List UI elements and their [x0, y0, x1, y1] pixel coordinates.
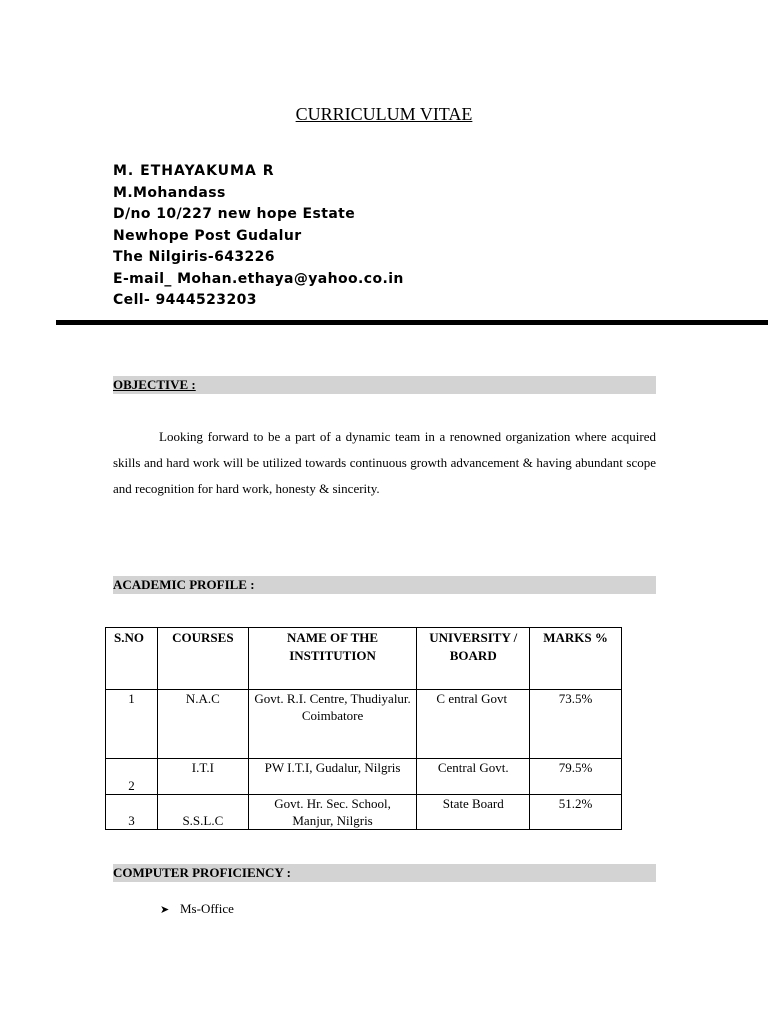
cell-course: N.A.C — [157, 690, 248, 759]
document-title: CURRICULUM VITAE — [295, 104, 473, 124]
table-row — [106, 690, 622, 759]
academic-heading-bar — [113, 576, 656, 594]
table-row — [106, 759, 622, 795]
cell-institution: Govt. Hr. Sec. School, Manjur, Nilgris — [248, 795, 417, 830]
email-line: E-mail_ Mohan.ethaya@yahoo.co.in — [113, 270, 404, 287]
header-divider — [56, 320, 768, 325]
cell-university: Central Govt. — [417, 759, 530, 795]
academic-table — [105, 627, 622, 830]
phone-line: Cell- 9444523203 — [113, 292, 257, 308]
contact-block — [113, 161, 404, 312]
list-item-label: Ms-Office — [180, 901, 234, 916]
cell-marks: 51.2% — [530, 795, 622, 830]
father-name: M.Mohandass — [113, 184, 226, 201]
candidate-name: M. ETHAYAKUMA R — [113, 163, 275, 179]
cell-university: State Board — [417, 795, 530, 830]
arrow-bullet-icon: ➤ — [160, 904, 170, 916]
objective-paragraph: Looking forward to be a part of a dynamic team in a renowned organization where acquired skills and hard work will be utilized towards continuous growth advancement & having abundant scope and recognition for hard work, honesty & sincerity. — [113, 429, 656, 496]
objective-body — [113, 424, 656, 502]
address-line-3: The Nilgiris-643226 — [113, 249, 275, 265]
header-sno: S.NO — [106, 628, 158, 690]
cell-course: S.S.L.C — [157, 795, 248, 830]
computer-heading: COMPUTER PROFICIENCY : — [113, 865, 291, 880]
computer-list — [160, 900, 234, 919]
cell-marks: 73.5% — [530, 690, 622, 759]
table-row — [106, 795, 622, 830]
list-item — [160, 900, 234, 919]
cell-institution: Govt. R.I. Centre, Thudiyalur. Coimbatore — [248, 690, 417, 759]
objective-heading: OBJECTIVE : — [113, 377, 196, 392]
academic-heading: ACADEMIC PROFILE : — [113, 577, 255, 592]
header-university: UNIVERSITY / BOARD — [417, 628, 530, 690]
cell-university: C entral Govt — [417, 690, 530, 759]
header-institution: NAME OF THE INSTITUTION — [248, 628, 417, 690]
computer-heading-bar — [113, 864, 656, 882]
cell-marks: 79.5% — [530, 759, 622, 795]
cell-sno: 3 — [106, 795, 158, 830]
cell-course: I.T.I — [157, 759, 248, 795]
cell-sno: 1 — [106, 690, 158, 759]
objective-heading-bar — [113, 376, 656, 394]
header-courses: COURSES — [157, 628, 248, 690]
table-header-row — [106, 628, 622, 690]
address-line-2: Newhope Post Gudalur — [113, 227, 302, 244]
address-line-1: D/no 10/227 new hope Estate — [113, 206, 356, 222]
cell-sno: 2 — [106, 759, 158, 795]
header-marks: MARKS % — [530, 628, 622, 690]
cell-institution: PW I.T.I, Gudalur, Nilgris — [248, 759, 417, 795]
